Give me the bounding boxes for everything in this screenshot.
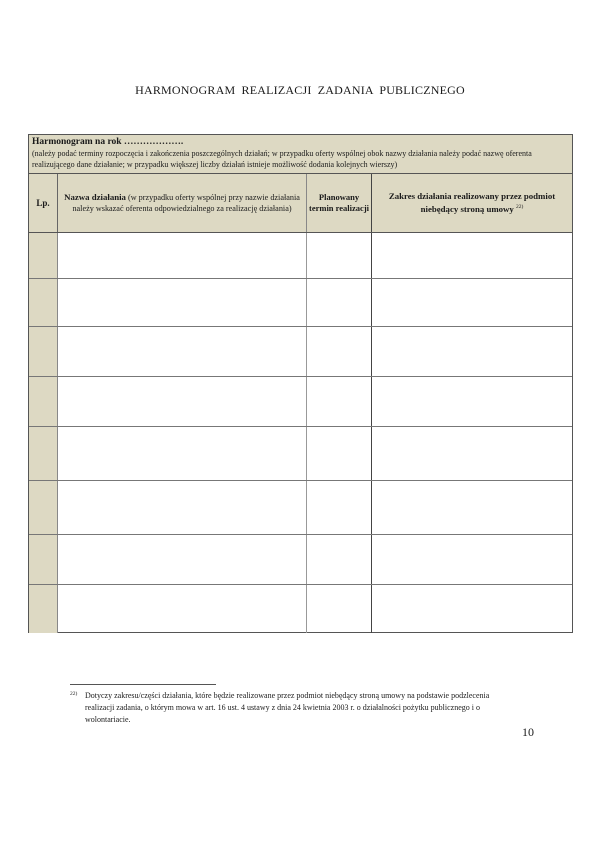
- cell-scope[interactable]: [372, 535, 572, 584]
- cell-term[interactable]: [307, 481, 372, 534]
- column-header-term: Planowany termin realizacji: [307, 174, 372, 232]
- column-header-name-note: (w przypadku oferty wspólnej przy nazwie działania należy wskazać oferenta odpowiedzialnego za realizację działania): [72, 193, 300, 213]
- table-row: [29, 327, 572, 377]
- schedule-instructions: (należy podać terminy rozpoczęcia i zakończenia poszczególnych działań; w przypadku oferty wspólnej obok nazwy działania należy podać nazwę oferenta realizującego dane działanie; w przypadku większej liczby działań istnieje możliwość dodania kolejnych wierszy): [32, 149, 532, 169]
- cell-name[interactable]: [58, 585, 307, 633]
- cell-name[interactable]: [58, 481, 307, 534]
- cell-scope[interactable]: [372, 327, 572, 376]
- cell-scope[interactable]: [372, 427, 572, 480]
- table-header-year: [29, 135, 572, 174]
- cell-scope[interactable]: [372, 279, 572, 326]
- cell-lp[interactable]: [29, 585, 58, 633]
- cell-name[interactable]: [58, 233, 307, 278]
- table-column-headers: [29, 174, 572, 233]
- cell-lp[interactable]: [29, 377, 58, 426]
- column-header-lp: Lp.: [29, 174, 58, 232]
- column-header-name: [58, 174, 307, 232]
- cell-term[interactable]: [307, 427, 372, 480]
- cell-term[interactable]: [307, 327, 372, 376]
- cell-lp[interactable]: [29, 327, 58, 376]
- cell-lp[interactable]: [29, 279, 58, 326]
- cell-name[interactable]: [58, 427, 307, 480]
- footnote-mark: 22): [70, 691, 78, 697]
- cell-lp[interactable]: [29, 481, 58, 534]
- cell-name[interactable]: [58, 535, 307, 584]
- table-row: [29, 377, 572, 427]
- cell-term[interactable]: [307, 279, 372, 326]
- footnote-text: Dotyczy zakresu/części działania, które będzie realizowane przez podmiot niebędący stroną umowy na podstawie podzlecenia realizacji zadania, o którym mowa w art. 16 ust. 4 ustawy z dnia 24 kwietnia 2003 r. o działalności pożytku publicznego i o wolontariacie.: [85, 691, 490, 724]
- cell-lp[interactable]: [29, 233, 58, 278]
- page-number: 10: [522, 725, 534, 739]
- cell-term[interactable]: [307, 377, 372, 426]
- cell-scope[interactable]: [372, 233, 572, 278]
- cell-lp[interactable]: [29, 427, 58, 480]
- cell-name[interactable]: [58, 279, 307, 326]
- footnote: [70, 690, 510, 726]
- table-row: [29, 585, 572, 633]
- cell-lp[interactable]: [29, 535, 58, 584]
- table-row: [29, 535, 572, 585]
- cell-scope[interactable]: [372, 585, 572, 633]
- cell-term[interactable]: [307, 585, 372, 633]
- footnote-divider: [70, 684, 216, 685]
- column-header-scope: [372, 174, 572, 232]
- cell-term[interactable]: [307, 233, 372, 278]
- cell-scope[interactable]: [372, 481, 572, 534]
- table-row: [29, 427, 572, 481]
- schedule-table: [28, 134, 573, 633]
- cell-name[interactable]: [58, 377, 307, 426]
- table-row: [29, 233, 572, 279]
- column-header-scope-text: Zakres działania realizowany przez podmiot niebędący stroną umowy: [388, 191, 556, 214]
- column-header-name-bold: Nazwa działania: [64, 192, 126, 202]
- cell-name[interactable]: [58, 327, 307, 376]
- cell-scope[interactable]: [372, 377, 572, 426]
- table-row: [29, 481, 572, 535]
- table-row: [29, 279, 572, 327]
- cell-term[interactable]: [307, 535, 372, 584]
- document-title: HARMONOGRAM REALIZACJI ZADANIA PUBLICZNEGO: [135, 83, 465, 97]
- schedule-year-label: Harmonogram na rok ……………….: [32, 137, 184, 147]
- footnote-ref: 22): [516, 204, 524, 211]
